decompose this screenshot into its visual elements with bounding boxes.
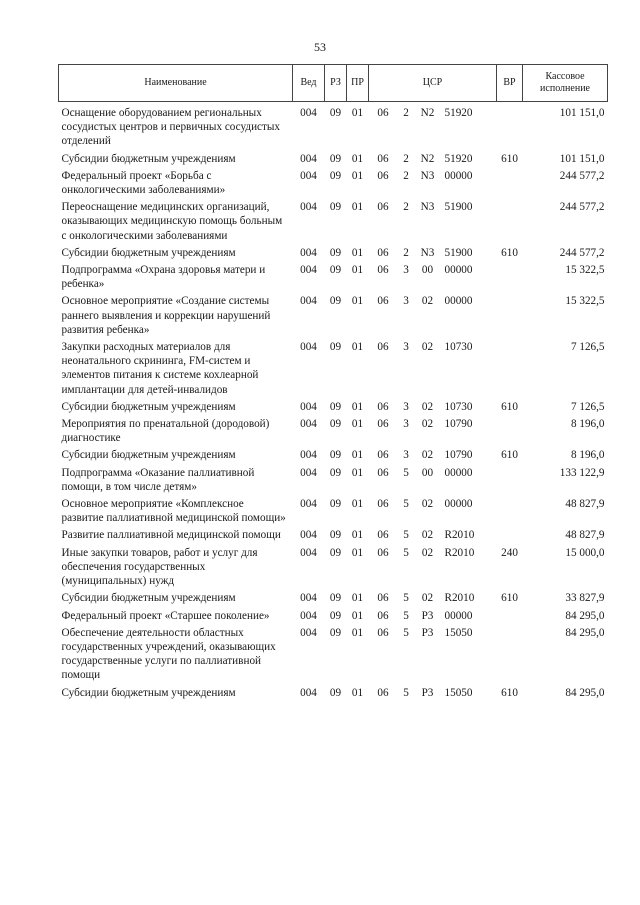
- row-csr-event: N2: [420, 107, 435, 119]
- row-csr-program: 06: [377, 592, 389, 605]
- row-rz: 09: [329, 107, 342, 119]
- row-amount: 244 577,2: [559, 246, 605, 259]
- row-csr-program: 06: [377, 295, 389, 308]
- row-vr: [497, 417, 523, 448]
- row-csr-program: 06: [377, 418, 389, 431]
- page-number: 53: [314, 40, 326, 54]
- row-csr-subprogram: 5: [403, 529, 409, 542]
- header-pr: ПР: [347, 65, 369, 102]
- row-vr: 610: [501, 400, 518, 413]
- row-ved: 004: [300, 400, 317, 413]
- row-vr: [497, 340, 523, 400]
- row-csr-program: 06: [377, 169, 389, 182]
- row-vr: 610: [501, 246, 518, 259]
- row-csr-event: N3: [420, 246, 435, 259]
- row-csr-subprogram: 2: [403, 152, 409, 165]
- row-rz: 09: [329, 609, 342, 622]
- row-csr-program: 06: [377, 201, 389, 214]
- row-csr-subprogram: 5: [403, 592, 409, 605]
- row-ved: 004: [300, 107, 317, 119]
- header-name: Наименование: [59, 65, 293, 102]
- row-ved: 004: [300, 609, 317, 622]
- row-vr: [497, 609, 523, 626]
- row-csr-program: 06: [377, 264, 389, 277]
- row-csr-subprogram: 5: [403, 498, 409, 511]
- row-pr: 01: [351, 546, 364, 559]
- row-csr-subprogram: 2: [403, 169, 409, 182]
- row-csr-direction: 00000: [444, 466, 473, 479]
- table-row: [59, 591, 608, 608]
- row-csr-event: 00: [421, 264, 434, 277]
- row-amount: 133 122,9: [559, 466, 605, 479]
- row-csr-event: 02: [421, 592, 434, 605]
- row-vr: [497, 294, 523, 340]
- row-pr: 01: [351, 341, 364, 354]
- row-vr: [497, 169, 523, 200]
- row-csr-event: P3: [421, 686, 434, 699]
- row-ved: 004: [300, 418, 317, 431]
- row-name: Субсидии бюджетным учреждениям: [61, 592, 236, 605]
- row-name: Мероприятия по пренатальной (дородовой) диагностике: [61, 418, 270, 445]
- row-name: Оснащение оборудованием региональных сосудистых центров и первичных сосудистых отделений: [61, 107, 281, 148]
- table-row: [59, 466, 608, 497]
- row-name: Переоснащение медицинских организаций, оказывающих медицинскую помощь больным с онкологическими заболеваниями: [61, 201, 283, 242]
- row-name: Обеспечение деятельности областных государственных учреждений, оказывающих государственные услуги по паллиативной помощи: [61, 626, 276, 682]
- row-csr-event: N3: [420, 201, 435, 214]
- header-rz: РЗ: [325, 65, 347, 102]
- table-row: [59, 200, 608, 246]
- row-vr: [497, 626, 523, 686]
- table-row: [59, 609, 608, 626]
- table-row: [59, 626, 608, 686]
- table-row: [59, 528, 608, 545]
- row-ved: 004: [300, 626, 317, 639]
- row-ved: 004: [300, 592, 317, 605]
- row-rz: 09: [329, 449, 342, 462]
- row-rz: 09: [329, 466, 342, 479]
- row-ved: 004: [300, 264, 317, 277]
- row-csr-event: N3: [420, 169, 435, 182]
- row-csr-direction: 15050: [444, 626, 473, 639]
- row-csr-direction: 00000: [444, 295, 473, 308]
- row-rz: 09: [329, 264, 342, 277]
- row-csr-event: 00: [421, 466, 434, 479]
- row-rz: 09: [329, 529, 342, 542]
- row-csr-direction: 10730: [444, 400, 473, 413]
- row-vr: [497, 466, 523, 497]
- row-amount: 244 577,2: [559, 169, 605, 182]
- row-amount: 15 000,0: [565, 546, 605, 559]
- table-row: [59, 294, 608, 340]
- row-csr-program: 06: [377, 529, 389, 542]
- row-pr: 01: [351, 626, 364, 639]
- row-csr-direction: 00000: [444, 498, 473, 511]
- row-csr-program: 06: [377, 546, 389, 559]
- table-row: [59, 448, 608, 465]
- row-amount: 15 322,5: [565, 295, 605, 308]
- row-rz: 09: [329, 592, 342, 605]
- row-pr: 01: [351, 264, 364, 277]
- row-rz: 09: [329, 169, 342, 182]
- row-csr-event: 02: [421, 418, 434, 431]
- row-csr-direction: 10730: [444, 341, 473, 354]
- row-csr-subprogram: 5: [403, 466, 409, 479]
- row-amount: 8 196,0: [570, 418, 605, 431]
- row-csr-subprogram: 5: [403, 609, 409, 622]
- row-csr-program: 06: [377, 498, 389, 511]
- row-csr-direction: 10790: [444, 449, 473, 462]
- row-rz: 09: [329, 400, 342, 413]
- row-rz: 09: [329, 295, 342, 308]
- row-csr-direction: 51900: [444, 246, 473, 259]
- row-csr-subprogram: 2: [403, 246, 409, 259]
- row-amount: 84 295,0: [565, 686, 605, 699]
- row-csr-subprogram: 5: [403, 546, 409, 559]
- table-row: [59, 400, 608, 417]
- row-csr-subprogram: 3: [403, 418, 409, 431]
- table-row: [59, 417, 608, 448]
- row-csr-program: 06: [377, 400, 389, 413]
- row-csr-subprogram: 2: [403, 107, 409, 119]
- row-pr: 01: [351, 466, 364, 479]
- row-csr-event: 02: [421, 295, 434, 308]
- row-csr-subprogram: 3: [403, 341, 409, 354]
- row-name: Иные закупки товаров, работ и услуг для обеспечения государственных (муниципальных) нужд: [61, 546, 258, 588]
- row-csr-event: 02: [421, 498, 434, 511]
- row-pr: 01: [351, 107, 364, 119]
- row-csr-event: 02: [421, 449, 434, 462]
- row-csr-subprogram: 3: [403, 400, 409, 413]
- row-ved: 004: [300, 498, 317, 511]
- row-csr-direction: 00000: [444, 609, 473, 622]
- row-amount: 15 322,5: [565, 264, 605, 277]
- row-csr-direction: R2010: [444, 592, 475, 605]
- row-rz: 09: [329, 341, 342, 354]
- row-ved: 004: [300, 152, 317, 165]
- row-csr-program: 06: [377, 449, 389, 462]
- row-csr-subprogram: 3: [403, 295, 409, 308]
- row-pr: 01: [351, 169, 364, 182]
- row-vr: [497, 200, 523, 246]
- row-csr-direction: R2010: [444, 529, 475, 542]
- row-csr-event: N2: [420, 152, 435, 165]
- row-ved: 004: [300, 529, 317, 542]
- row-pr: 01: [351, 529, 364, 542]
- row-name: Федеральный проект «Старшее поколение»: [61, 609, 270, 622]
- row-vr: [497, 263, 523, 294]
- row-name: Закупки расходных материалов для неонатального скрининга, FM-систем и элементов питания к системе кохлеарной имплантации для детей-инвалидов: [61, 341, 259, 396]
- row-rz: 09: [329, 626, 342, 639]
- row-pr: 01: [351, 592, 364, 605]
- row-csr-program: 06: [377, 686, 389, 699]
- row-amount: 48 827,9: [565, 529, 605, 542]
- row-vr: 610: [501, 449, 518, 462]
- table-row: [59, 152, 608, 169]
- table-row: [59, 686, 608, 703]
- table-header: [59, 65, 608, 102]
- row-name: Субсидии бюджетным учреждениям: [61, 246, 236, 259]
- row-ved: 004: [300, 169, 317, 182]
- row-vr: [497, 497, 523, 528]
- row-rz: 09: [329, 246, 342, 259]
- row-csr-subprogram: 2: [403, 201, 409, 214]
- row-ved: 004: [300, 246, 317, 259]
- row-vr: 240: [501, 546, 518, 559]
- row-csr-program: 06: [377, 609, 389, 622]
- row-csr-event: P3: [421, 626, 434, 639]
- row-amount: 33 827,9: [565, 592, 605, 605]
- row-pr: 01: [351, 201, 364, 214]
- row-amount: 7 126,5: [570, 341, 605, 354]
- row-ved: 004: [300, 466, 317, 479]
- row-rz: 09: [329, 152, 342, 165]
- row-csr-direction: R2010: [444, 546, 475, 559]
- row-amount: 101 151,0: [559, 107, 605, 119]
- row-csr-direction: 51920: [444, 107, 473, 119]
- row-name: Основное мероприятие «Комплексное развитие паллиативной медицинской помощи»: [61, 498, 286, 525]
- row-csr-event: 02: [421, 341, 434, 354]
- row-rz: 09: [329, 498, 342, 511]
- row-vr: [497, 102, 523, 152]
- row-name: Субсидии бюджетным учреждениям: [61, 400, 236, 413]
- row-ved: 004: [300, 295, 317, 308]
- row-pr: 01: [351, 152, 364, 165]
- row-rz: 09: [329, 418, 342, 431]
- table-body: [59, 102, 608, 703]
- row-csr-program: 06: [377, 152, 389, 165]
- row-csr-event: 02: [421, 546, 434, 559]
- row-pr: 01: [351, 498, 364, 511]
- table-row: [59, 102, 608, 152]
- row-ved: 004: [300, 686, 317, 699]
- row-csr-direction: 00000: [444, 169, 473, 182]
- row-csr-subprogram: 5: [403, 626, 409, 639]
- row-csr-program: 06: [377, 466, 389, 479]
- row-ved: 004: [300, 341, 317, 354]
- row-name: Субсидии бюджетным учреждениям: [61, 152, 236, 165]
- row-csr-direction: 51900: [444, 201, 473, 214]
- row-vr: 610: [501, 152, 518, 165]
- row-name: Подпрограмма «Оказание паллиативной помощи, в том числе детям»: [61, 466, 255, 493]
- table-row: [59, 263, 608, 294]
- row-csr-event: 02: [421, 400, 434, 413]
- row-amount: 8 196,0: [570, 449, 605, 462]
- row-amount: 84 295,0: [565, 626, 605, 639]
- table-row: [59, 497, 608, 528]
- row-rz: 09: [329, 546, 342, 559]
- row-pr: 01: [351, 295, 364, 308]
- row-pr: 01: [351, 246, 364, 259]
- row-csr-program: 06: [377, 626, 389, 639]
- row-csr-direction: 51920: [444, 152, 473, 165]
- row-ved: 004: [300, 449, 317, 462]
- row-ved: 004: [300, 201, 317, 214]
- row-csr-event: 02: [421, 529, 434, 542]
- row-amount: 48 827,9: [565, 498, 605, 511]
- table-row: [59, 340, 608, 400]
- header-csr: ЦСР: [369, 65, 497, 102]
- row-csr-direction: 00000: [444, 264, 473, 277]
- row-csr-subprogram: 5: [403, 686, 409, 699]
- header-vr: ВР: [497, 65, 523, 102]
- row-csr-subprogram: 3: [403, 449, 409, 462]
- row-csr-program: 06: [377, 107, 389, 119]
- row-vr: 610: [501, 686, 518, 699]
- row-name: Подпрограмма «Охрана здоровья матери и ребенка»: [61, 264, 266, 291]
- row-pr: 01: [351, 449, 364, 462]
- row-csr-direction: 15050: [444, 686, 473, 699]
- row-amount: 244 577,2: [559, 201, 605, 214]
- row-pr: 01: [351, 686, 364, 699]
- row-ved: 004: [300, 546, 317, 559]
- row-csr-direction: 10790: [444, 418, 473, 431]
- row-name: Субсидии бюджетным учреждениям: [61, 449, 236, 462]
- row-pr: 01: [351, 418, 364, 431]
- table-row: [59, 546, 608, 592]
- header-ved: Вед: [293, 65, 325, 102]
- row-rz: 09: [329, 686, 342, 699]
- row-name: Развитие паллиативной медицинской помощи: [61, 529, 281, 542]
- row-csr-subprogram: 3: [403, 264, 409, 277]
- row-amount: 101 151,0: [559, 152, 605, 165]
- row-pr: 01: [351, 609, 364, 622]
- row-name: Федеральный проект «Борьба с онкологическими заболеваниями»: [61, 169, 226, 197]
- row-vr: 610: [501, 592, 518, 605]
- budget-table: [58, 64, 608, 703]
- row-csr-program: 06: [377, 246, 389, 259]
- row-rz: 09: [329, 201, 342, 214]
- row-name: Основное мероприятие «Создание системы раннего выявления и коррекции нарушений развития ребенка»: [61, 295, 271, 336]
- row-amount: 84 295,0: [565, 609, 605, 622]
- header-amount: Кассовое исполнение: [523, 65, 608, 102]
- row-amount: 7 126,5: [570, 400, 605, 413]
- row-pr: 01: [351, 400, 364, 413]
- row-name: Субсидии бюджетным учреждениям: [61, 686, 236, 699]
- table-row: [59, 169, 608, 200]
- row-vr: [497, 528, 523, 545]
- row-csr-event: P3: [421, 609, 434, 622]
- table-row: [59, 246, 608, 263]
- row-csr-program: 06: [377, 341, 389, 354]
